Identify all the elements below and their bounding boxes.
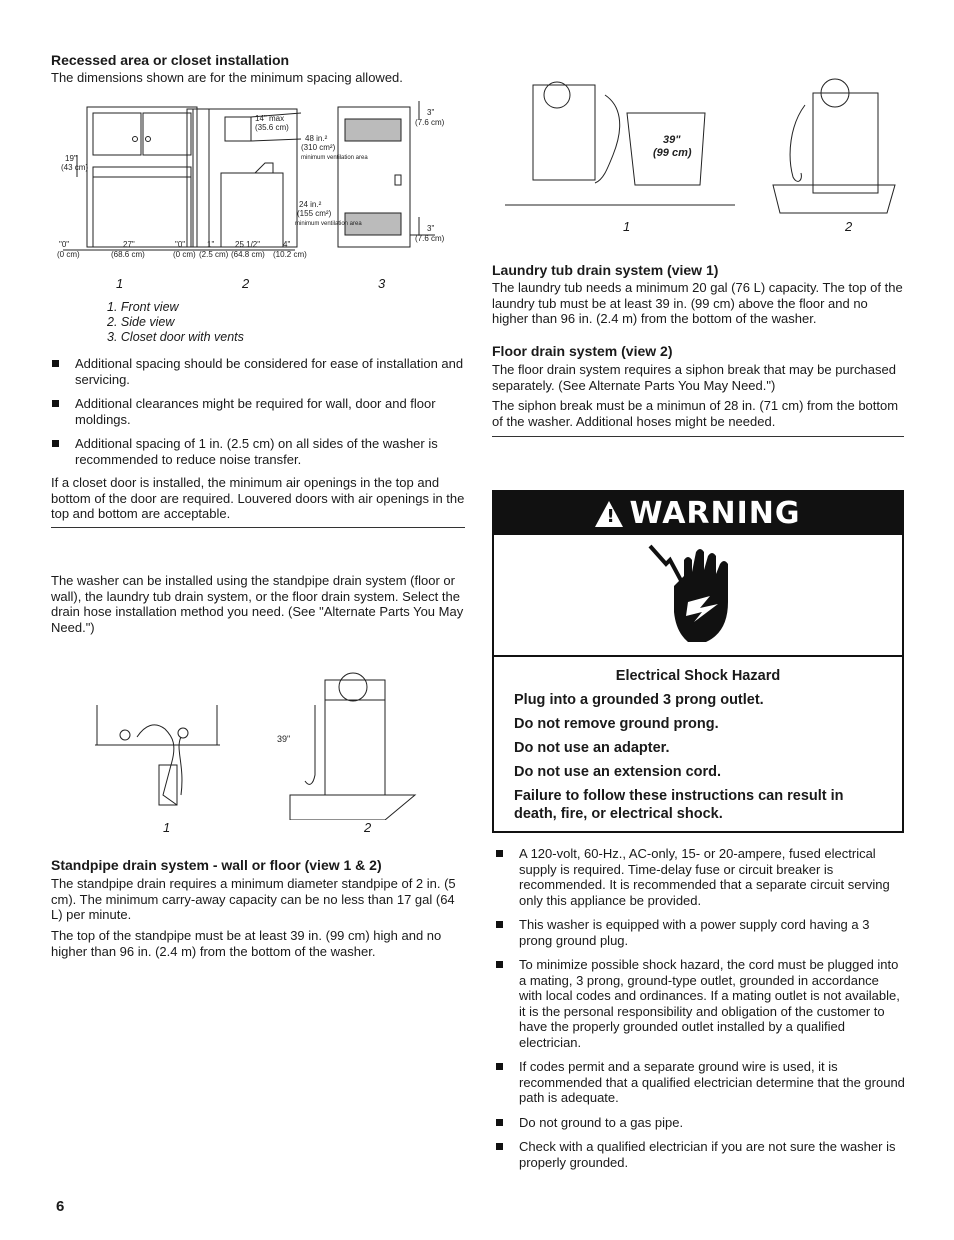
standpipe-height-label: 39" <box>277 734 291 744</box>
page-number: 6 <box>56 1198 65 1215</box>
recessed-area-diagram <box>55 95 445 260</box>
warning-line: Do not use an adapter. <box>514 740 670 756</box>
warning-hazard-title: Electrical Shock Hazard <box>615 668 781 684</box>
front-view-washer <box>93 167 191 247</box>
floor-drain-p1: The floor drain system requires a siphon break that may be purchased separately. (See Alternate Parts You May Need.") <box>492 362 896 393</box>
standpipe-p2: The top of the standpipe must be at least 39 in. (99 cm) high and no higher than 96 in. (2.4 m) from the bottom of the washer. <box>51 928 442 959</box>
divider <box>492 436 904 437</box>
dim-27-cm: (68.6 cm) <box>111 250 145 259</box>
dim-48-cm: (310 cm²) <box>301 143 336 152</box>
recessed-bullet-list <box>51 356 466 476</box>
list-item: A 120-volt, 60-Hz., AC-only, 15- or 20-ampere, fused electrical supply is required. Time-delay fuse or circuit breaker is recommended. It is recommended that a separate circuit serving only this appliance be provided. <box>495 846 905 908</box>
dim-3-bot: 3" <box>427 224 435 233</box>
warning-line: Do not remove ground prong. <box>514 716 719 732</box>
dim-14-cm: (35.6 cm) <box>255 123 289 132</box>
list-item: Check with a qualified electrician if you are not sure the washer is properly grounded. <box>495 1139 905 1170</box>
dim-14: 14" max <box>255 114 285 123</box>
tub-fig-num-2: 2 <box>845 219 853 234</box>
washer-view-1 <box>533 85 595 180</box>
dim-48: 48 in.² <box>305 134 328 143</box>
warning-line: Plug into a grounded 3 prong outlet. <box>514 692 764 708</box>
closet-note: If a closet door is installed, the minimum air openings in the top and bottom of the door are required. Louvered doors with air openings in the top and bottom are acceptable. <box>51 475 465 521</box>
dim-4-cm: (10.2 cm) <box>273 250 307 259</box>
caption-closet-door: 3. Closet door with vents <box>107 330 244 344</box>
dim-24-note: minimum ventilation area <box>295 221 362 227</box>
standpipe-2 <box>305 705 315 784</box>
electric-shock-hand-icon <box>644 542 744 647</box>
standpipe-fig-num-2: 2 <box>364 820 372 835</box>
recessed-fig-num-1: 1 <box>116 276 124 291</box>
caption-side-view: 2. Side view <box>107 315 175 329</box>
laundry-tub-heading: Laundry tub drain system (view 1) <box>492 262 719 278</box>
laundry-tub-diagram <box>495 65 905 225</box>
list-item: Additional spacing should be considered for ease of installation and servicing. <box>51 356 466 387</box>
dim-4: 4" <box>283 240 291 249</box>
dim-0b: "0" <box>175 240 186 249</box>
list-item: Additional clearances might be required for wall, door and floor moldings. <box>51 396 466 427</box>
list-item: Do not ground to a gas pipe. <box>495 1115 905 1131</box>
warning-text-panel <box>494 655 902 829</box>
dim-27: 27" <box>123 240 135 249</box>
dim-1-cm: (2.5 cm) <box>199 250 229 259</box>
recessed-intro: The dimensions shown are for the minimum spacing allowed. <box>51 70 403 85</box>
standpipe-fig-num-1: 1 <box>163 820 171 835</box>
tub-fig-num-1: 1 <box>623 219 631 234</box>
tub-height-label: 39" <box>663 134 681 146</box>
caption-front-view: 1. Front view <box>107 300 179 314</box>
top-vent <box>345 119 401 141</box>
dim-0a: "0" <box>59 240 70 249</box>
side-view-washer <box>221 173 283 247</box>
list-item: Additional spacing of 1 in. (2.5 cm) on all sides of the washer is recommended to reduce noise transfer. <box>51 436 466 467</box>
washer-view-2 <box>813 93 878 193</box>
dim-24: 24 in.² <box>299 200 322 209</box>
standpipe-heading: Standpipe drain system - wall or floor (view 1 & 2) <box>51 857 382 873</box>
dim-25: 25 1/2" <box>235 240 261 249</box>
recessed-fig-num-2: 2 <box>242 276 250 291</box>
dim-25-cm: (64.8 cm) <box>231 250 265 259</box>
dim-19: 19" <box>65 154 77 163</box>
divider <box>51 527 465 528</box>
warning-box <box>492 490 904 833</box>
warning-triangle-icon <box>595 501 623 527</box>
recessed-fig-num-3: 3 <box>378 276 386 291</box>
warning-line: Do not use an extension cord. <box>514 764 722 780</box>
dim-3-top: 3" <box>427 108 435 117</box>
washer <box>325 700 385 795</box>
dim-1: 1" <box>207 240 215 249</box>
dim-3-bot-cm: (7.6 cm) <box>415 234 445 243</box>
recessed-heading: Recessed area or closet installation <box>51 52 290 68</box>
laundry-tub-text: The laundry tub needs a minimum 20 gal (76 L) capacity. The top of the laundry tub must be at least 39 in. (99 cm) above the floor and no higher than 96 in. (2.4 m) from the bottom of the washer. <box>492 280 903 326</box>
dim-0b-cm: (0 cm) <box>173 250 196 259</box>
warning-line: Failure to follow these instructions can result in death, fire, or electrical shock. <box>514 788 844 822</box>
dim-48-note: minimum ventilation area <box>301 155 368 161</box>
dim-0a-cm: (0 cm) <box>57 250 80 259</box>
list-item: To minimize possible shock hazard, the cord must be plugged into a mating, 3 prong, ground-type outlet, grounded in accordance with local codes and ordinances. If a mating outlet is not available, it is the personal responsibility and obligation of the customer to have the properly grounded outlet installed by a qualified electrician. <box>495 957 905 1050</box>
list-item: If codes permit and a separate ground wire is used, it is recommended that a qualified electrician determine that the ground path is adequate. <box>495 1059 905 1106</box>
dim-43: (43 cm) <box>61 163 89 172</box>
dim-24-cm: (155 cm²) <box>297 209 332 218</box>
standpipe-diagram <box>85 645 425 820</box>
drain-intro: The washer can be installed using the standpipe drain system (floor or wall), the laundry tub drain system, or the floor drain system. Select the drain hose installation method you need. (See "Alternate Parts You May Need.") <box>51 573 464 635</box>
recessed-captions <box>107 300 244 345</box>
floor-drain-p2: The siphon break must be a minimun of 28 in. (71 cm) from the bottom of the washer. Additional hoses might be needed. <box>492 398 899 429</box>
warning-header <box>494 492 902 535</box>
list-item: This washer is equipped with a power supply cord having a 3 prong ground plug. <box>495 917 905 948</box>
warning-title: WARNING <box>629 496 801 531</box>
dim-3-top-cm: (7.6 cm) <box>415 118 445 127</box>
standpipe-p1: The standpipe drain requires a minimum diameter standpipe of 2 in. (5 cm). The minimum carry-away capacity can be no less than 17 gal (64 L) per minute. <box>51 876 456 922</box>
floor-drain-heading: Floor drain system (view 2) <box>492 343 673 359</box>
tub-height-cm: (99 cm) <box>653 147 692 159</box>
electrical-bullet-list <box>495 846 905 1179</box>
